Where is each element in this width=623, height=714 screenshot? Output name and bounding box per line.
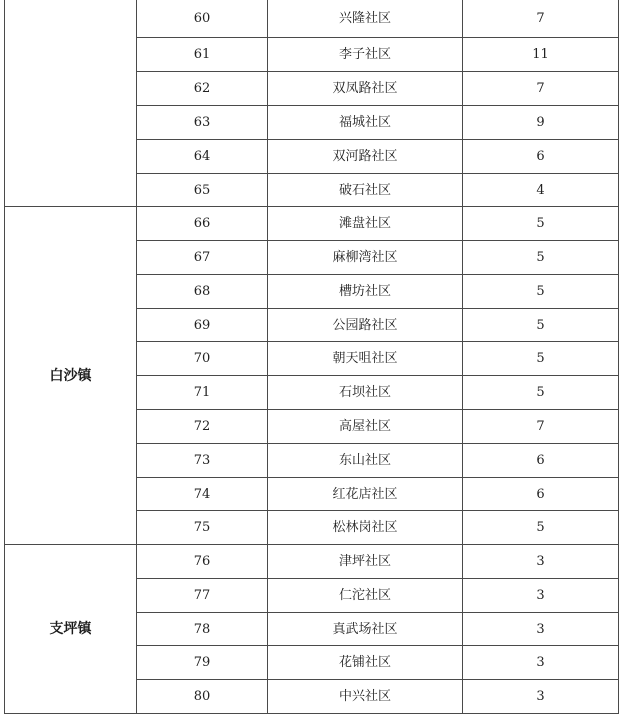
community-name-cell: 仁沱社区 — [268, 579, 463, 613]
count-cell: 5 — [463, 376, 619, 410]
row-number-cell: 75 — [137, 511, 268, 545]
count-cell: 5 — [463, 207, 619, 241]
row-number-cell: 63 — [137, 106, 268, 140]
count-cell: 5 — [463, 241, 619, 275]
row-number-cell: 71 — [137, 376, 268, 410]
row-number-cell: 73 — [137, 444, 268, 478]
row-number-cell: 65 — [137, 174, 268, 207]
town-cell: 白沙镇 — [5, 207, 137, 545]
count-cell: 6 — [463, 140, 619, 174]
row-number-cell: 80 — [137, 680, 268, 714]
community-name-cell: 红花店社区 — [268, 478, 463, 511]
count-cell: 3 — [463, 579, 619, 613]
row-number-cell: 77 — [137, 579, 268, 613]
row-number-cell: 62 — [137, 72, 268, 106]
community-name-cell: 福城社区 — [268, 106, 463, 140]
community-name-cell: 津坪社区 — [268, 545, 463, 579]
row-number-cell: 68 — [137, 275, 268, 309]
community-name-cell: 公园路社区 — [268, 309, 463, 342]
community-name-cell: 李子社区 — [268, 38, 463, 72]
count-cell: 5 — [463, 275, 619, 309]
count-cell: 7 — [463, 0, 619, 38]
row-number-cell: 70 — [137, 342, 268, 376]
community-table-body — [5, 0, 619, 714]
count-cell: 3 — [463, 545, 619, 579]
count-cell: 3 — [463, 680, 619, 714]
row-number-cell: 64 — [137, 140, 268, 174]
community-name-cell: 东山社区 — [268, 444, 463, 478]
row-number-cell: 61 — [137, 38, 268, 72]
row-number-cell: 66 — [137, 207, 268, 241]
count-cell: 3 — [463, 613, 619, 646]
community-name-cell: 麻柳湾社区 — [268, 241, 463, 275]
row-number-cell: 60 — [137, 0, 268, 38]
community-name-cell: 双河路社区 — [268, 140, 463, 174]
community-table — [4, 0, 619, 714]
community-name-cell: 中兴社区 — [268, 680, 463, 714]
row-number-cell: 72 — [137, 410, 268, 444]
row-number-cell: 69 — [137, 309, 268, 342]
table-row — [5, 207, 619, 241]
count-cell: 5 — [463, 309, 619, 342]
community-name-cell: 花铺社区 — [268, 646, 463, 680]
count-cell: 5 — [463, 511, 619, 545]
community-name-cell: 滩盘社区 — [268, 207, 463, 241]
count-cell: 6 — [463, 444, 619, 478]
table-row — [5, 545, 619, 579]
count-cell: 4 — [463, 174, 619, 207]
row-number-cell: 76 — [137, 545, 268, 579]
row-number-cell: 74 — [137, 478, 268, 511]
community-name-cell: 朝天咀社区 — [268, 342, 463, 376]
count-cell: 6 — [463, 478, 619, 511]
community-name-cell: 兴隆社区 — [268, 0, 463, 38]
town-cell: 支坪镇 — [5, 545, 137, 714]
count-cell: 11 — [463, 38, 619, 72]
community-name-cell: 高屋社区 — [268, 410, 463, 444]
count-cell: 9 — [463, 106, 619, 140]
community-name-cell: 石坝社区 — [268, 376, 463, 410]
count-cell: 7 — [463, 72, 619, 106]
row-number-cell: 78 — [137, 613, 268, 646]
row-number-cell: 79 — [137, 646, 268, 680]
community-name-cell: 真武场社区 — [268, 613, 463, 646]
town-cell — [5, 0, 137, 207]
community-name-cell: 双凤路社区 — [268, 72, 463, 106]
community-name-cell: 松林岗社区 — [268, 511, 463, 545]
table-row — [5, 0, 619, 38]
count-cell: 7 — [463, 410, 619, 444]
community-name-cell: 槽坊社区 — [268, 275, 463, 309]
row-number-cell: 67 — [137, 241, 268, 275]
count-cell: 5 — [463, 342, 619, 376]
community-name-cell: 破石社区 — [268, 174, 463, 207]
count-cell: 3 — [463, 646, 619, 680]
